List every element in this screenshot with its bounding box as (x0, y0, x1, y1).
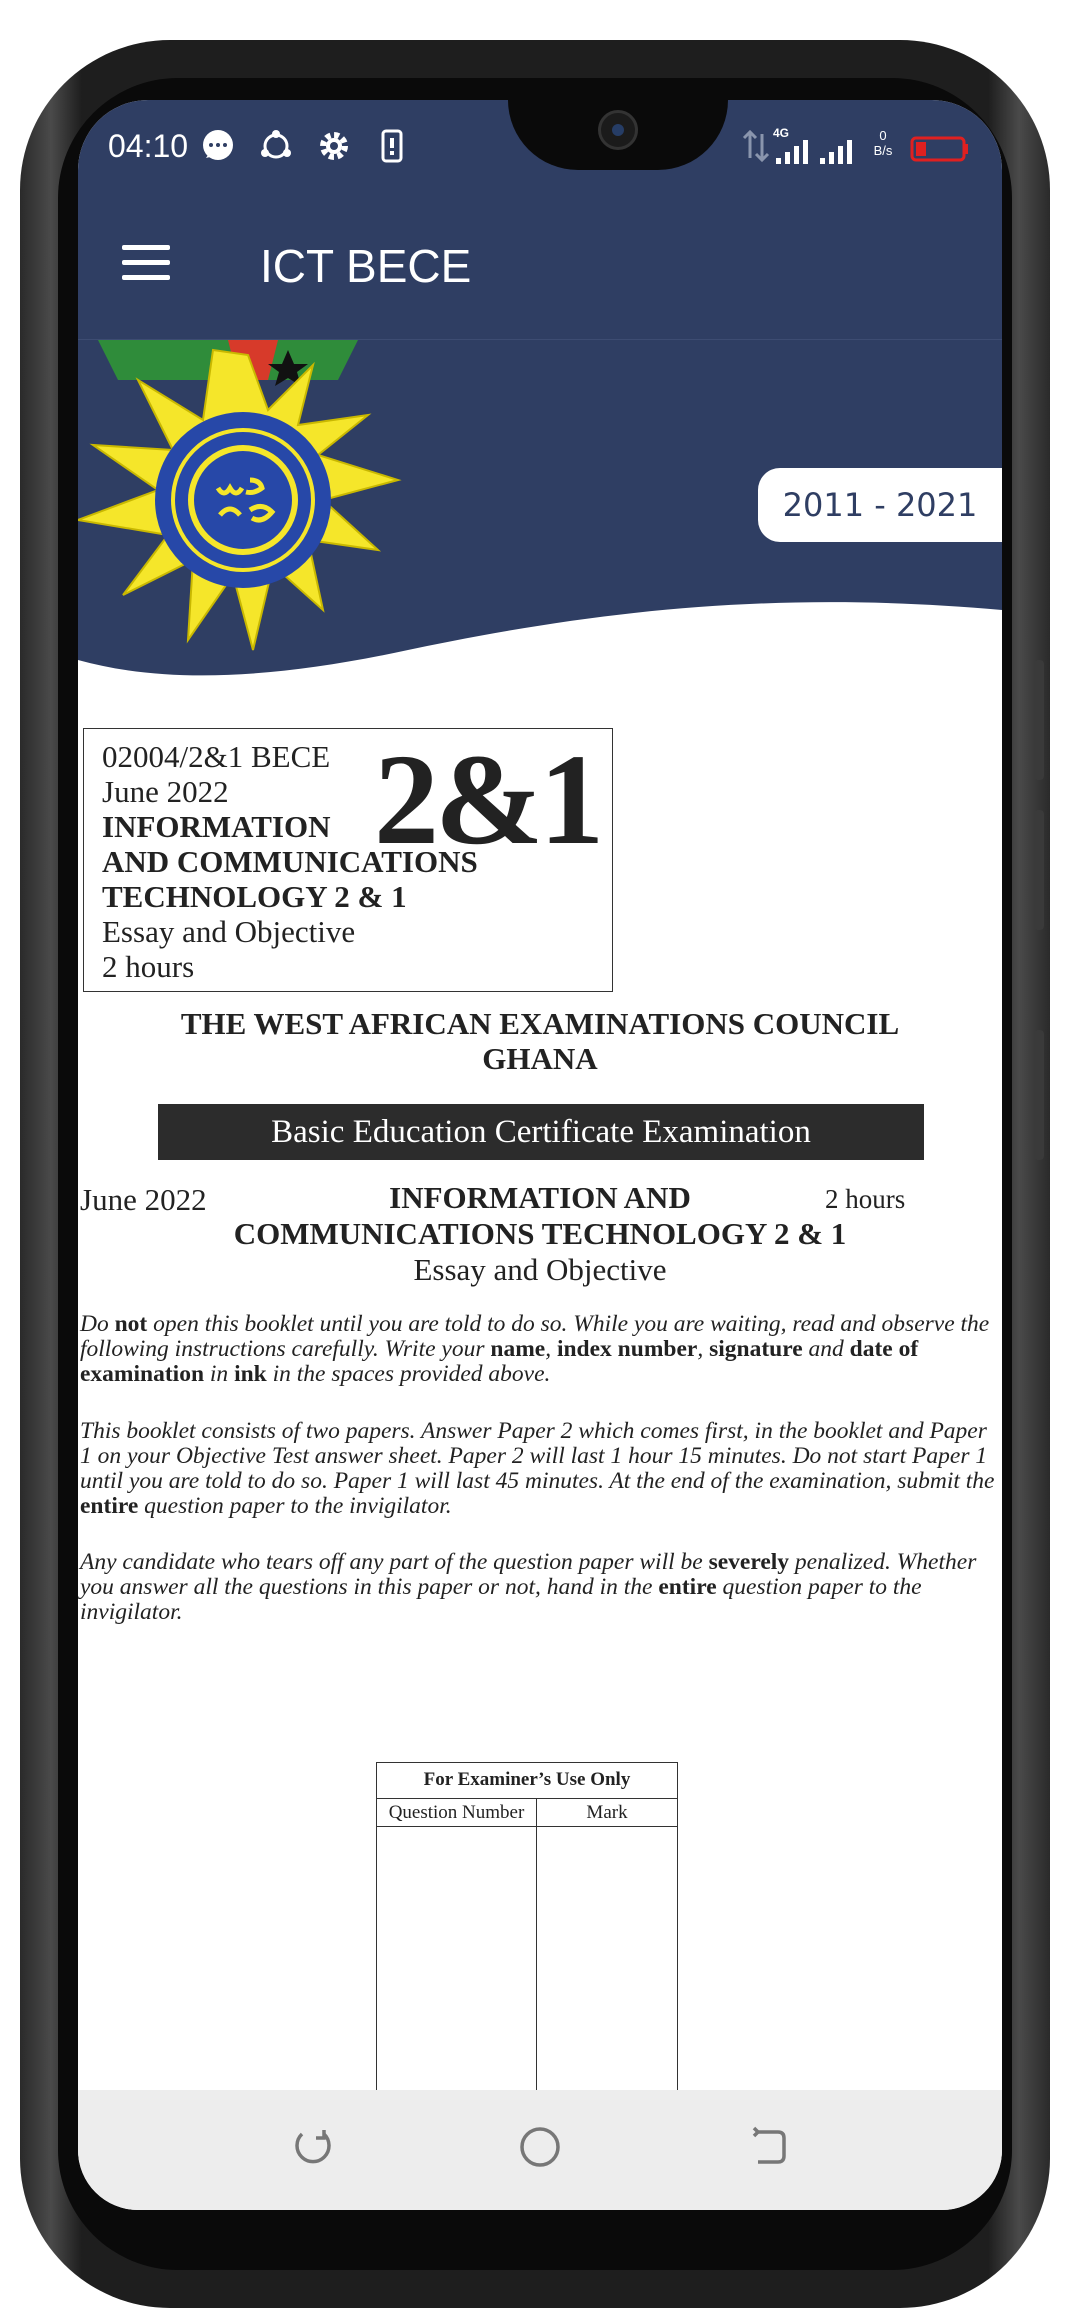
hero-banner (78, 340, 1002, 700)
recent-apps-icon[interactable] (290, 2124, 336, 2170)
status-time: 04:10 (108, 128, 189, 164)
column-question-number: Question Number (377, 1799, 537, 1826)
instruction-paragraph-2: This booklet consists of two papers. Answer Paper 2 which comes first, in the booklet and Paper 1 on your Objective Test answer sheet. Paper 2 will last 1 hour 15 minutes. Do not start Paper 1 until you are told to do so. Paper 1 will last 45 minutes. At the end of the examination, submit the entire question paper to the invigilator. (80, 1418, 995, 1519)
app-bar (78, 195, 1002, 340)
paper-date: June 2022 (102, 774, 229, 809)
front-camera (598, 110, 638, 150)
volume-down-button (1034, 810, 1044, 930)
share-icon (258, 128, 294, 164)
paper-subtitle: Essay and Objective (413, 1252, 667, 1287)
paper-row-hours: 2 hours (825, 1184, 906, 1214)
instruction-paragraph-1: Do not open this booklet until you are told to do so. While you are waiting, read and observe the following instructions carefully. Write your name, index number, signature and date of examination in ink in the spaces provided above. (80, 1311, 990, 1387)
data-speed (866, 128, 900, 158)
paper-type: Essay and Objective (102, 914, 356, 949)
question-number-cell (377, 1827, 537, 2108)
data-speed-unit: B/s (873, 143, 893, 158)
chat-bubble-icon (200, 128, 236, 164)
hamburger-menu-icon[interactable] (122, 245, 170, 281)
council-country: GHANA (482, 1041, 598, 1076)
paper-row-date: June 2022 (80, 1182, 207, 1217)
exam-paper-cover (78, 712, 1002, 2112)
council-heading (78, 1006, 1002, 1076)
signal-icon (818, 136, 858, 166)
paper-subject-line2: AND COMMUNICATIONS (102, 844, 478, 879)
home-icon[interactable] (517, 2124, 563, 2170)
phone-screen (78, 100, 1002, 2210)
gear-icon (316, 128, 352, 164)
volume-up-button (1034, 660, 1044, 780)
paper-number-large: 2&1 (374, 728, 601, 872)
battery-icon (910, 134, 970, 164)
paper-duration: 2 hours (102, 949, 195, 984)
examiner-use-table (376, 1762, 678, 2140)
paper-subject-line1: INFORMATION (102, 809, 331, 844)
paper-title-line1: INFORMATION AND (389, 1180, 691, 1215)
exam-banner: Basic Education Certificate Examination (158, 1104, 924, 1160)
paper-title-row (78, 1178, 1002, 1298)
paper-title-line2: COMMUNICATIONS TECHNOLOGY 2 & 1 (233, 1216, 847, 1251)
council-name: THE WEST AFRICAN EXAMINATIONS COUNCIL (180, 1006, 900, 1041)
waec-logo (78, 340, 418, 670)
data-speed-value: 0 (879, 128, 887, 143)
examiner-table-heading: For Examiner’s Use Only (377, 1763, 677, 1799)
paper-subject-line3: TECHNOLOGY 2 & 1 (102, 879, 407, 914)
instruction-paragraph-3: Any candidate who tears off any part of the question paper will be severely penalized. Whether you answer all the questions in this paper or not, hand in the entire question paper to the invigilator. (80, 1549, 977, 1625)
network-type: 4G (773, 126, 790, 140)
back-icon[interactable] (746, 2124, 792, 2170)
paper-code: 02004/2&1 BECE (102, 739, 331, 774)
column-mark: Mark (586, 1802, 628, 1823)
year-range-chip[interactable]: 2011 - 2021 (758, 468, 1002, 542)
paper-info-box (83, 728, 613, 992)
signal-icon (774, 136, 814, 166)
examiner-table-columns (377, 1799, 677, 1827)
system-navigation-bar (78, 2090, 1002, 2210)
app-title: ICT BECE (260, 240, 472, 292)
phone-icon (374, 128, 410, 164)
mark-cell (537, 1827, 677, 2108)
examiner-table-body (377, 1827, 677, 2109)
data-arrows-icon (738, 128, 774, 164)
power-button (1034, 1030, 1044, 1160)
